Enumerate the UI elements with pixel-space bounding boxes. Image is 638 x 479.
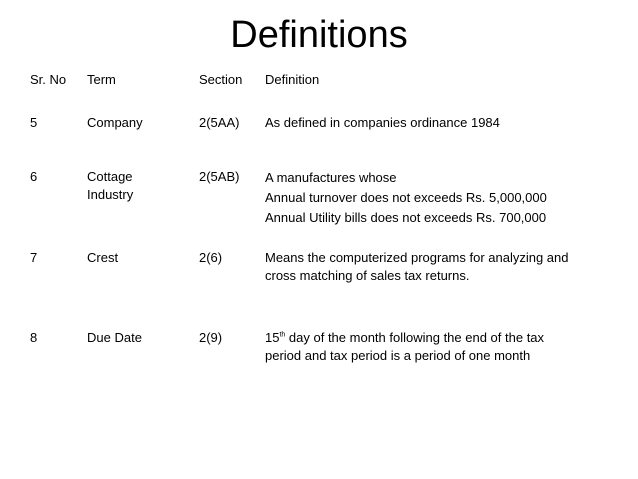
page-title: Definitions — [230, 14, 408, 56]
day-number: 15 — [265, 330, 280, 345]
row-sr-no: 7 — [30, 250, 38, 265]
header-definition: Definition — [265, 72, 320, 87]
row-term: Company — [87, 115, 143, 130]
definition-line: period and tax period is a period of one month — [265, 348, 531, 363]
definition-line: Annual turnover does not exceeds Rs. 5,000,000 — [265, 190, 547, 205]
row-term — [87, 168, 133, 204]
row-sr-no: 6 — [30, 169, 38, 184]
row-definition — [265, 249, 569, 285]
row-term: Due Date — [87, 330, 142, 345]
row-section: 2(6) — [199, 250, 223, 265]
row-sr-no: 5 — [30, 115, 38, 130]
definition-line: Means the computerized programs for analyzing and — [265, 250, 569, 265]
row-definition — [265, 329, 544, 365]
definition-text: day of the month following the end of the tax — [285, 330, 545, 345]
header-sr-no: Sr. No — [30, 72, 67, 87]
row-definition: As defined in companies ordinance 1984 — [265, 115, 500, 130]
row-section: 2(9) — [199, 330, 223, 345]
definition-line: A manufactures whose — [265, 170, 397, 185]
row-section: 2(5AB) — [199, 169, 240, 184]
row-definition — [265, 168, 547, 228]
header-term: Term — [87, 72, 116, 87]
definition-line: Annual Utility bills does not exceeds Rs. 700,000 — [265, 210, 547, 225]
row-sr-no: 8 — [30, 330, 38, 345]
definition-line: cross matching of sales tax returns. — [265, 268, 470, 283]
definition-line — [265, 329, 544, 347]
term-line: Cottage — [87, 169, 133, 184]
ordinal-suffix: th — [279, 331, 286, 339]
row-section: 2(5AA) — [199, 115, 240, 130]
header-section: Section — [199, 72, 243, 87]
row-term: Crest — [87, 250, 119, 265]
term-line: Industry — [87, 187, 134, 202]
